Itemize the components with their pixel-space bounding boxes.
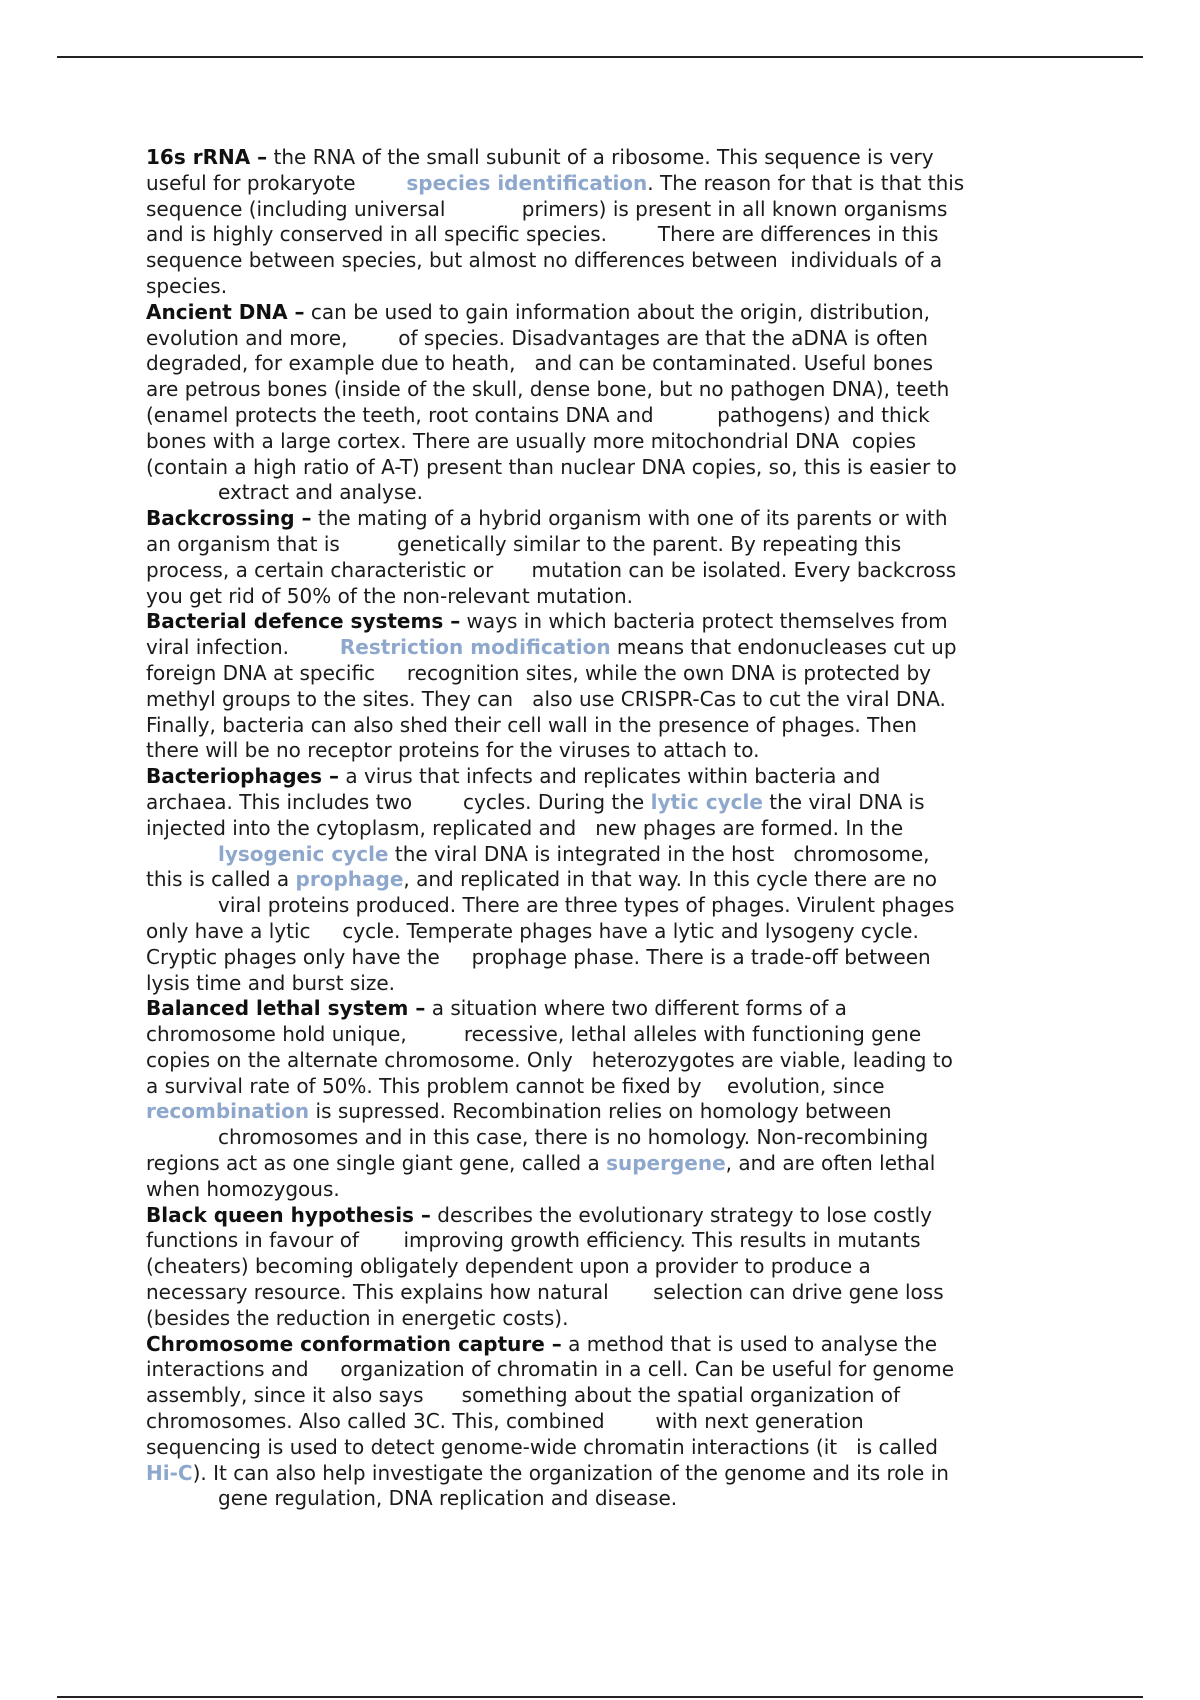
definition-text: degraded, for example due to heath, and can be contaminated. Useful bones	[146, 351, 934, 376]
definition-text: sequencing is used to detect genome-wide chromatin interactions (it is called	[146, 1434, 938, 1459]
highlighted-keyword: Hi-C	[146, 1460, 193, 1485]
definition-text: viral proteins produced. There are three types of phages. Virulent phages	[218, 893, 955, 918]
text-line	[146, 506, 1066, 532]
text-line	[146, 867, 1066, 893]
definition-text: the viral DNA is integrated in the host chromosome,	[388, 841, 930, 866]
definition-text: injected into the cytoplasm, replicated and new phages are formed. In the	[146, 815, 904, 840]
definition-text: methyl groups to the sites. They can also use CRISPR-Cas to cut the viral DNA.	[146, 686, 946, 711]
highlighted-keyword: recombination	[146, 1099, 310, 1124]
definition-text: means that endonucleases cut up	[610, 635, 957, 660]
definition-text: regions act as one single giant gene, called a	[146, 1151, 607, 1176]
text-line	[146, 377, 1066, 403]
footer-rule	[57, 1696, 1143, 1698]
definition-text: , and are often lethal	[725, 1151, 936, 1176]
definition-text: when homozygous.	[146, 1176, 340, 1201]
text-line	[146, 1022, 1066, 1048]
text-line	[146, 1125, 1066, 1151]
glossary-entry-ancient-dna	[146, 300, 1066, 506]
text-line	[146, 1048, 1066, 1074]
definition-text: a situation where two different forms of a	[425, 996, 847, 1021]
definition-text: (enamel protects the teeth, root contains DNA and pathogens) and thick	[146, 402, 930, 427]
definition-text: there will be no receptor proteins for the viruses to attach to.	[146, 738, 760, 763]
glossary-entry-backcrossing	[146, 506, 1066, 609]
text-line	[146, 300, 1066, 326]
definition-text: (cheaters) becoming obligately dependent upon a provider to produce a	[146, 1254, 871, 1279]
glossary-term: Chromosome conformation capture –	[146, 1331, 562, 1356]
text-line	[146, 1332, 1066, 1358]
definition-text: describes the evolutionary strategy to lose costly	[430, 1202, 932, 1227]
highlighted-keyword: lytic cycle	[650, 789, 763, 814]
definition-text: a survival rate of 50%. This problem cannot be fixed by evolution, since	[146, 1073, 885, 1098]
text-line	[146, 764, 1066, 790]
definition-text: only have a lytic cycle. Temperate phages have a lytic and lysogeny cycle.	[146, 918, 919, 943]
definition-text: the RNA of the small subunit of a ribosome. This sequence is very	[267, 145, 934, 169]
definition-text: chromosomes and in this case, there is no homology. Non-recombining	[218, 1125, 929, 1150]
glossary-entry-bacterial-defence-systems	[146, 609, 1066, 764]
highlighted-keyword: species identification	[406, 170, 648, 195]
definition-text: chromosomes. Also called 3C. This, combined with next generation	[146, 1409, 864, 1434]
definition-text: viral infection.	[146, 635, 340, 660]
glossary-term: Balanced lethal system –	[146, 996, 426, 1021]
text-line	[146, 1254, 1066, 1280]
text-line	[146, 145, 1066, 171]
definition-text: extract and analyse.	[218, 480, 423, 505]
text-line	[146, 713, 1066, 739]
text-line	[146, 1409, 1066, 1435]
definition-text: a method that is used to analyse the	[561, 1331, 938, 1356]
definition-text: can be used to gain information about the origin, distribution,	[304, 299, 930, 324]
definition-text: ). It can also help investigate the organization of the genome and its role in	[192, 1460, 949, 1485]
text-line	[146, 738, 1066, 764]
definition-text: a virus that infects and replicates within bacteria and	[338, 764, 881, 789]
text-line	[146, 971, 1066, 997]
definition-text: are petrous bones (inside of the skull, dense bone, but no pathogen DNA), teeth	[146, 377, 950, 402]
text-line	[146, 1486, 1066, 1512]
definition-text: (contain a high ratio of A-T) present than nuclear DNA copies, so, this is easier to	[146, 454, 957, 479]
definition-text: archaea. This includes two cycles. During the	[146, 789, 651, 814]
definition-text: species.	[146, 273, 228, 298]
text-line	[146, 1151, 1066, 1177]
definition-text: copies on the alternate chromosome. Only heterozygotes are viable, leading to	[146, 1047, 953, 1072]
text-line	[146, 1074, 1066, 1100]
glossary-entry-16s-rrna	[146, 145, 1066, 300]
definition-text: Finally, bacteria can also shed their cell wall in the presence of phages. Then	[146, 712, 917, 737]
text-line	[146, 326, 1066, 352]
glossary-term: Ancient DNA –	[146, 299, 305, 324]
text-line	[146, 584, 1066, 610]
text-line	[146, 248, 1066, 274]
highlighted-keyword: supergene	[606, 1151, 726, 1176]
definition-text: and is highly conserved in all specific species. There are differences in this	[146, 222, 939, 247]
text-line	[146, 351, 1066, 377]
text-line	[146, 403, 1066, 429]
text-line	[146, 1461, 1066, 1487]
glossary-term: Bacteriophages –	[146, 764, 339, 789]
header-rule	[57, 56, 1143, 58]
text-line	[146, 790, 1066, 816]
highlighted-keyword: prophage	[295, 867, 404, 892]
text-line	[146, 532, 1066, 558]
definition-text: Cryptic phages only have the prophage phase. There is a trade-off between	[146, 944, 931, 969]
text-line	[146, 609, 1066, 635]
highlighted-keyword: lysogenic cycle	[218, 841, 389, 866]
text-line	[146, 558, 1066, 584]
text-line	[146, 996, 1066, 1022]
text-line	[146, 1383, 1066, 1409]
text-line	[146, 171, 1066, 197]
definition-text: the viral DNA is	[762, 789, 925, 814]
text-line	[146, 687, 1066, 713]
definition-text: sequence (including universal primers) is present in all known organisms	[146, 196, 948, 221]
text-line	[146, 222, 1066, 248]
text-line	[146, 635, 1066, 661]
glossary-entry-black-queen-hypothesis	[146, 1203, 1066, 1332]
text-line	[146, 1228, 1066, 1254]
glossary-entry-balanced-lethal-system	[146, 996, 1066, 1202]
definition-text: useful for prokaryote	[146, 170, 407, 195]
definition-text: gene regulation, DNA replication and disease.	[218, 1486, 678, 1511]
text-line	[146, 893, 1066, 919]
definition-text: foreign DNA at specific recognition sites, while the own DNA is protected by	[146, 660, 931, 685]
text-line	[146, 1177, 1066, 1203]
glossary-term: Black queen hypothesis –	[146, 1202, 431, 1227]
definition-text: lysis time and burst size.	[146, 970, 396, 995]
definition-text: the mating of a hybrid organism with one of its parents or with	[311, 506, 948, 531]
text-line	[146, 274, 1066, 300]
definition-text: chromosome hold unique, recessive, lethal alleles with functioning gene	[146, 1022, 922, 1047]
definition-text: interactions and organization of chromatin in a cell. Can be useful for genome	[146, 1357, 955, 1382]
definition-text: an organism that is genetically similar to the parent. By repeating this	[146, 531, 902, 556]
definition-text: bones with a large cortex. There are usually more mitochondrial DNA copies	[146, 428, 917, 453]
text-line	[146, 816, 1066, 842]
definition-text: necessary resource. This explains how natural selection can drive gene loss	[146, 1280, 944, 1305]
text-line	[146, 1280, 1066, 1306]
text-line	[146, 480, 1066, 506]
glossary-term: 16s rRNA –	[146, 145, 268, 169]
definition-text: , and replicated in that way. In this cycle there are no	[403, 867, 938, 892]
text-line	[146, 1099, 1066, 1125]
text-line	[146, 842, 1066, 868]
glossary-term: Bacterial defence systems –	[146, 609, 461, 634]
definition-text: . The reason for that is that this	[647, 170, 965, 195]
definition-text: functions in favour of improving growth efficiency. This results in mutants	[146, 1228, 921, 1253]
definition-text: you get rid of 50% of the non-relevant mutation.	[146, 583, 634, 608]
text-line	[146, 1357, 1066, 1383]
definition-text: assembly, since it also says something about the spatial organization of	[146, 1383, 901, 1408]
text-line	[146, 1306, 1066, 1332]
definition-text: sequence between species, but almost no differences between individuals of a	[146, 248, 943, 273]
text-line	[146, 1203, 1066, 1229]
glossary-body	[146, 145, 1066, 1512]
highlighted-keyword: Restriction modification	[339, 635, 611, 660]
text-line	[146, 945, 1066, 971]
definition-text: is supressed. Recombination relies on homology between	[309, 1099, 892, 1124]
glossary-entry-bacteriophages	[146, 764, 1066, 996]
text-line	[146, 661, 1066, 687]
text-line	[146, 429, 1066, 455]
text-line	[146, 919, 1066, 945]
definition-text: evolution and more, of species. Disadvantages are that the aDNA is often	[146, 325, 928, 350]
text-line	[146, 197, 1066, 223]
definition-text: ways in which bacteria protect themselves from	[460, 609, 948, 634]
definition-text: (besides the reduction in energetic costs).	[146, 1305, 569, 1330]
definition-text: process, a certain characteristic or mutation can be isolated. Every backcross	[146, 557, 957, 582]
definition-text: this is called a	[146, 867, 296, 892]
text-line	[146, 1435, 1066, 1461]
glossary-term: Backcrossing –	[146, 506, 312, 531]
text-line	[146, 455, 1066, 481]
glossary-entry-chromosome-conformation-capture	[146, 1332, 1066, 1513]
